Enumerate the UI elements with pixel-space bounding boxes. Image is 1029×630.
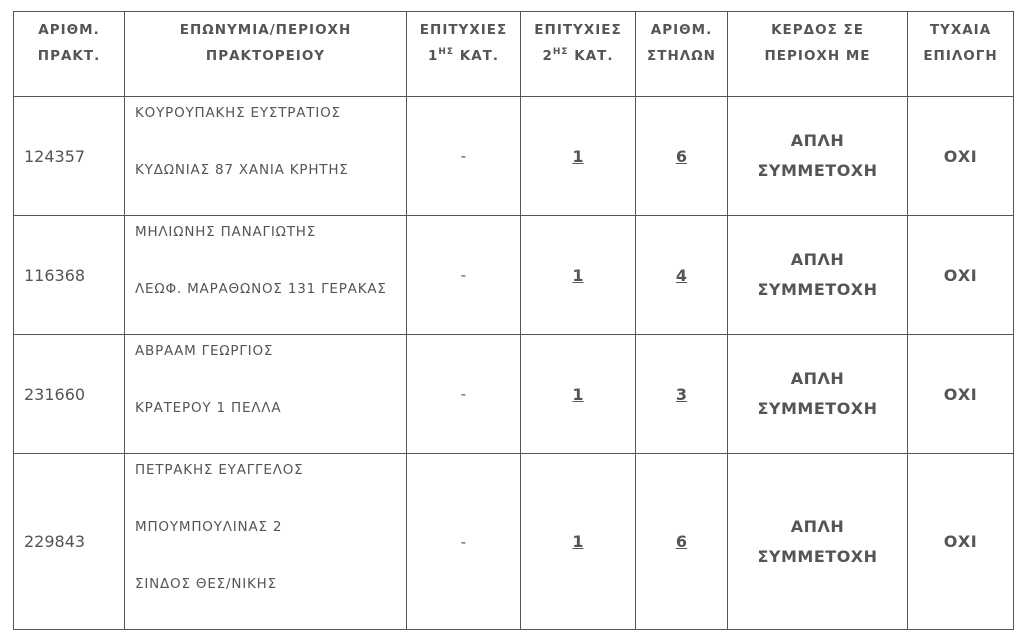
agency-address: ΜΠΟΥΜΠΟΥΛΙΝΑΣ 2 — [135, 519, 283, 535]
agency-name: ΚΟΥΡΟΥΠΑΚΗΣ ΕΥΣΤΡΑΤΙΟΣ — [135, 105, 341, 121]
agency-name: ΠΕΤΡΑΚΗΣ ΕΥΑΓΓΕΛΟΣ — [135, 462, 304, 478]
table-header-row — [14, 12, 1014, 97]
second-category-wins-link[interactable]: 1 — [572, 384, 584, 404]
profit-area: ΑΠΛΗ ΣΥΜΜΕΤΟΧΗ — [728, 454, 908, 630]
column-count-cell — [636, 454, 728, 630]
second-category-wins-cell — [521, 216, 636, 335]
header-random-selection: ΤΥΧΑΙΑ ΕΠΙΛΟΓΗ — [908, 12, 1014, 97]
column-count-cell — [636, 216, 728, 335]
table-row — [14, 454, 1014, 630]
first-category-wins: - — [407, 335, 521, 454]
header-profit-area: ΚΕΡΔΟΣ ΣΕ ΠΕΡΙΟΧΗ ΜΕ — [728, 12, 908, 97]
agency-name-area — [125, 97, 407, 216]
random-selection: ΟΧΙ — [908, 97, 1014, 216]
agency-city: ΣΙΝΔΟΣ ΘΕΣ/ΝΙΚΗΣ — [135, 576, 277, 592]
agency-number: 116368 — [14, 216, 125, 335]
second-category-wins-cell — [521, 454, 636, 630]
first-category-wins: - — [407, 97, 521, 216]
first-category-wins: - — [407, 454, 521, 630]
agency-name-area — [125, 335, 407, 454]
agency-address: ΛΕΩΦ. ΜΑΡΑΘΩΝΟΣ 131 ΓΕΡΑΚΑΣ — [135, 281, 387, 297]
random-selection: ΟΧΙ — [908, 454, 1014, 630]
agency-number: 229843 — [14, 454, 125, 630]
column-count-cell — [636, 97, 728, 216]
second-category-wins-cell — [521, 97, 636, 216]
winning-agencies-table — [13, 11, 1014, 630]
column-count-cell — [636, 335, 728, 454]
second-category-wins-cell — [521, 335, 636, 454]
profit-area: ΑΠΛΗ ΣΥΜΜΕΤΟΧΗ — [728, 216, 908, 335]
column-count-link[interactable]: 6 — [675, 532, 688, 551]
header-first-category-wins: ΕΠΙΤΥΧΙΕΣ $1^{H\Sigma}$ ΚΑΤ. — [407, 12, 521, 97]
header-column-count: ΑΡΙΘΜ. ΣΤΗΛΩΝ — [636, 12, 728, 97]
column-count-link[interactable]: 4 — [675, 265, 688, 285]
agency-name-area — [125, 454, 407, 630]
second-category-wins-link[interactable]: 1 — [572, 265, 584, 285]
profit-area: ΑΠΛΗ ΣΥΜΜΕΤΟΧΗ — [728, 335, 908, 454]
table-row — [14, 335, 1014, 454]
column-count-link[interactable]: 3 — [675, 384, 688, 404]
header-second-category-wins: ΕΠΙΤΥΧΙΕΣ $2^{H\Sigma}$ ΚΑΤ. — [521, 12, 636, 97]
agency-address: ΚΥΔΩΝΙΑΣ 87 ΧΑΝΙΑ ΚΡΗΤΗΣ — [135, 162, 349, 178]
agency-name: ΜΗΛΙΩΝΗΣ ΠΑΝΑΓΙΩΤΗΣ — [135, 224, 317, 240]
first-category-wins: - — [407, 216, 521, 335]
agency-number: 231660 — [14, 335, 125, 454]
agency-number: 124357 — [14, 97, 125, 216]
second-category-wins-link[interactable]: 1 — [572, 146, 584, 166]
agency-name-area — [125, 216, 407, 335]
random-selection: ΟΧΙ — [908, 216, 1014, 335]
profit-area: ΑΠΛΗ ΣΥΜΜΕΤΟΧΗ — [728, 97, 908, 216]
second-category-wins-link[interactable]: 1 — [572, 532, 584, 551]
header-agency-number: ΑΡΙΘΜ. ΠΡΑΚΤ. — [14, 12, 125, 97]
agency-address: ΚΡΑΤΕΡΟΥ 1 ΠΕΛΛΑ — [135, 400, 282, 416]
column-count-link[interactable]: 6 — [675, 146, 688, 166]
header-agency-name-area: ΕΠΩΝΥΜΙΑ/ΠΕΡΙΟΧΗ ΠΡΑΚΤΟΡΕΙΟΥ — [125, 12, 407, 97]
random-selection: ΟΧΙ — [908, 335, 1014, 454]
table-row — [14, 216, 1014, 335]
table-row — [14, 97, 1014, 216]
agency-name: ΑΒΡΑΑΜ ΓΕΩΡΓΙΟΣ — [135, 343, 274, 359]
